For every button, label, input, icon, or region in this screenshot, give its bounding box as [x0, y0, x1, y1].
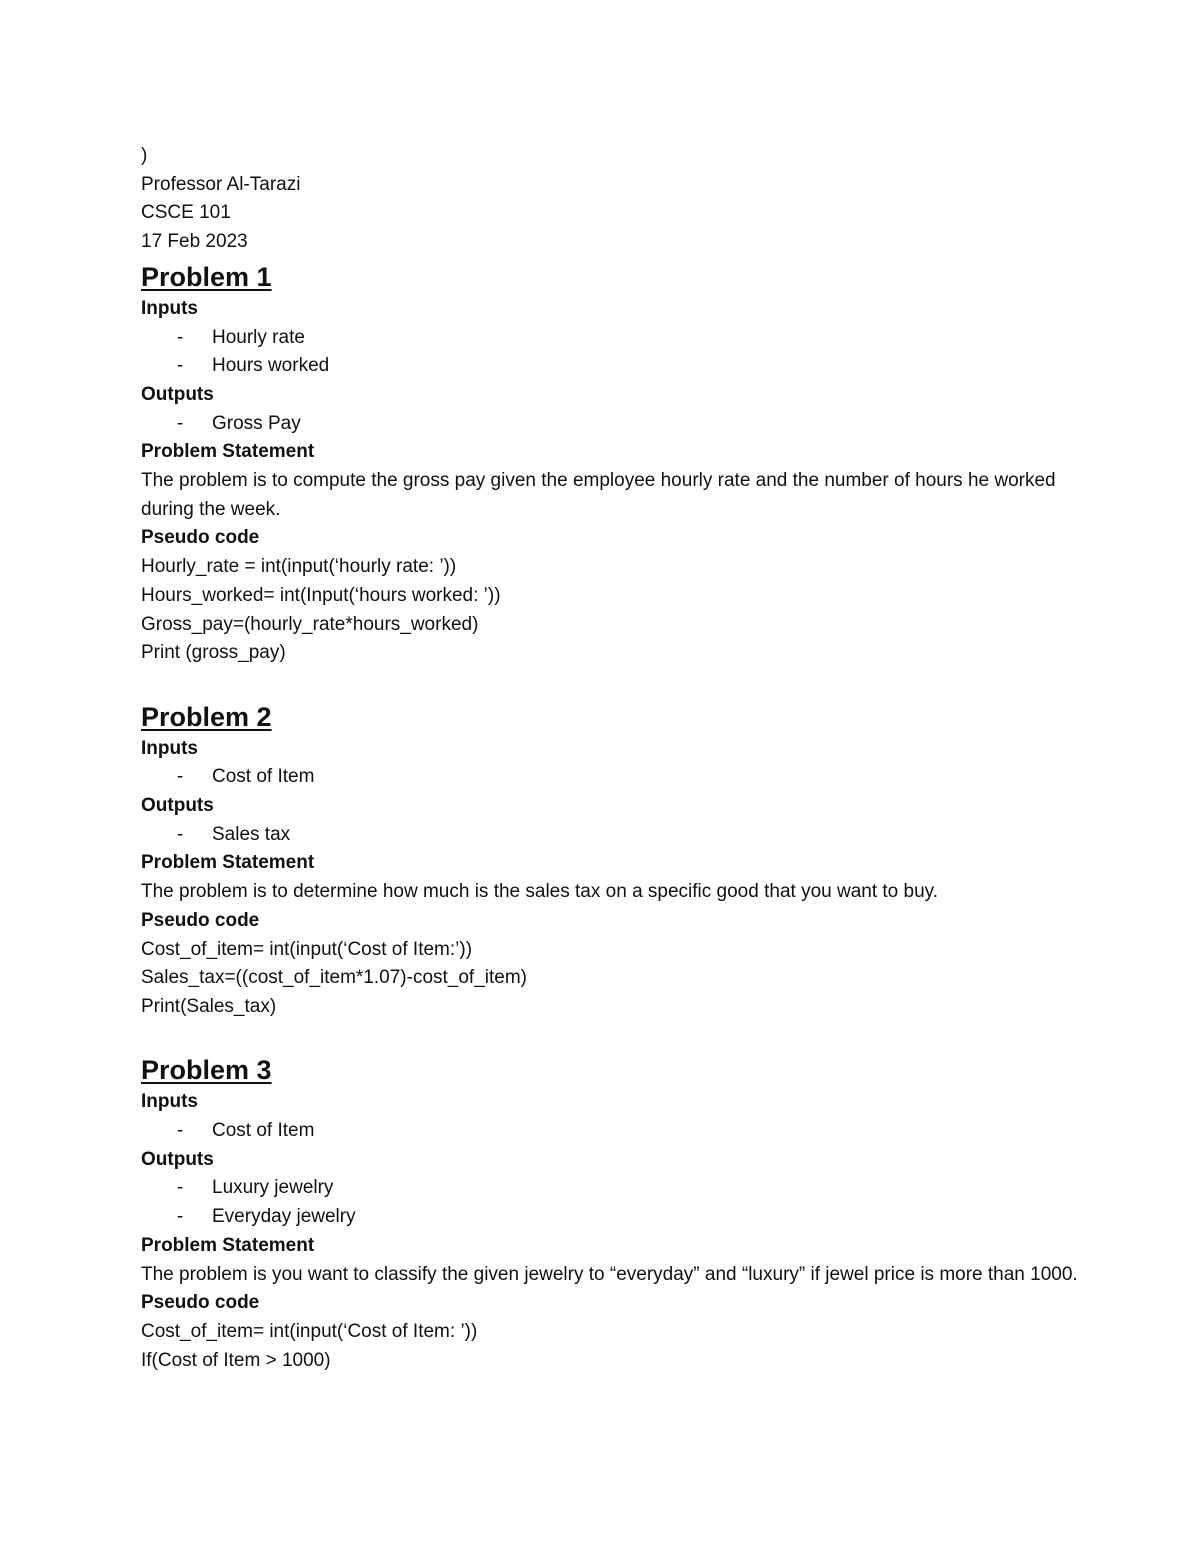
document-date: 17 Feb 2023 — [141, 231, 248, 253]
list-item-text: Cost of Item — [212, 1120, 315, 1142]
dash-bullet: - — [177, 766, 184, 788]
problem-2-title: Problem 2 — [141, 701, 272, 732]
list-item — [141, 1203, 1101, 1232]
problem-3-title: Problem 3 — [141, 1055, 272, 1086]
code-line: Print (gross_pay) — [141, 642, 286, 664]
dash-bullet: - — [177, 1120, 184, 1142]
code-line: Gross_pay=(hourly_rate*hours_worked) — [141, 613, 479, 635]
problem-1-inputs-list — [141, 324, 1101, 381]
list-item-text: Everyday jewelry — [212, 1206, 356, 1228]
problem-2-pseudo-label: Pseudo code — [141, 909, 260, 931]
dash-bullet: - — [177, 823, 184, 845]
list-item — [141, 324, 1101, 353]
problem-3-inputs-list — [141, 1117, 1101, 1146]
dash-bullet: - — [177, 412, 184, 434]
problem-2-statement: The problem is to determine how much is the sales tax on a specific good that you want to buy. — [141, 881, 939, 903]
stray-character: ) — [141, 145, 148, 166]
code-line: Cost_of_item= int(input(‘Cost of Item: ’)) — [141, 1320, 478, 1342]
dash-bullet: - — [177, 1177, 184, 1199]
list-item-text: Hourly rate — [212, 326, 305, 348]
blank-line — [141, 668, 1101, 697]
professor-name: Professor Al-Tarazi — [141, 173, 301, 195]
problem-2-statement-label: Problem Statement — [141, 852, 315, 874]
document-page — [141, 142, 1101, 1375]
blank-line — [141, 1022, 1101, 1051]
problem-3-statement: The problem is you want to classify the given jewelry to “everyday” and “luxury” if jewel price is more than 1000. — [141, 1263, 1078, 1285]
list-item — [141, 1117, 1101, 1146]
code-line: Hourly_rate = int(input(‘hourly rate: ’)) — [141, 556, 457, 578]
dash-bullet: - — [177, 355, 184, 377]
problem-3-pseudo-label: Pseudo code — [141, 1292, 260, 1314]
list-item — [141, 821, 1101, 850]
code-line: Sales_tax=((cost_of_item*1.07)-cost_of_item) — [141, 967, 527, 989]
problem-1-statement: The problem is to compute the gross pay given the employee hourly rate and the number of hours he worked during the week. — [141, 470, 1056, 520]
problem-2-outputs-list — [141, 821, 1101, 850]
list-item — [141, 763, 1101, 792]
code-line: Hours_worked= int(Input(‘hours worked: ’)) — [141, 584, 501, 606]
problem-1-inputs-label: Inputs — [141, 297, 198, 319]
problem-3-section — [141, 1052, 1101, 1375]
problem-1-outputs-label: Outputs — [141, 383, 214, 405]
code-line: If(Cost of Item > 1000) — [141, 1349, 331, 1371]
problem-1-title: Problem 1 — [141, 261, 272, 292]
problem-3-outputs-label: Outputs — [141, 1148, 214, 1170]
problem-1-section — [141, 259, 1101, 668]
list-item-text: Cost of Item — [212, 766, 315, 788]
list-item-text: Hours worked — [212, 355, 330, 377]
list-item — [141, 352, 1101, 381]
list-item — [141, 410, 1101, 439]
problem-2-section — [141, 699, 1101, 1022]
problem-1-pseudo-label: Pseudo code — [141, 527, 260, 549]
list-item — [141, 1174, 1101, 1203]
code-line: Print(Sales_tax) — [141, 995, 277, 1017]
list-item-text: Sales tax — [212, 823, 291, 845]
problem-3-statement-label: Problem Statement — [141, 1234, 315, 1256]
problem-2-outputs-label: Outputs — [141, 795, 214, 817]
problem-2-inputs-label: Inputs — [141, 737, 198, 759]
course-code: CSCE 101 — [141, 202, 231, 224]
list-item-text: Gross Pay — [212, 412, 301, 434]
problem-3-outputs-list — [141, 1174, 1101, 1231]
problem-3-inputs-label: Inputs — [141, 1091, 198, 1113]
list-item-text: Luxury jewelry — [212, 1177, 334, 1199]
problem-1-outputs-list — [141, 410, 1101, 439]
problem-1-statement-label: Problem Statement — [141, 441, 315, 463]
dash-bullet: - — [177, 326, 184, 348]
code-line: Cost_of_item= int(input(‘Cost of Item:’)) — [141, 938, 473, 960]
problem-2-inputs-list — [141, 763, 1101, 792]
dash-bullet: - — [177, 1206, 184, 1228]
